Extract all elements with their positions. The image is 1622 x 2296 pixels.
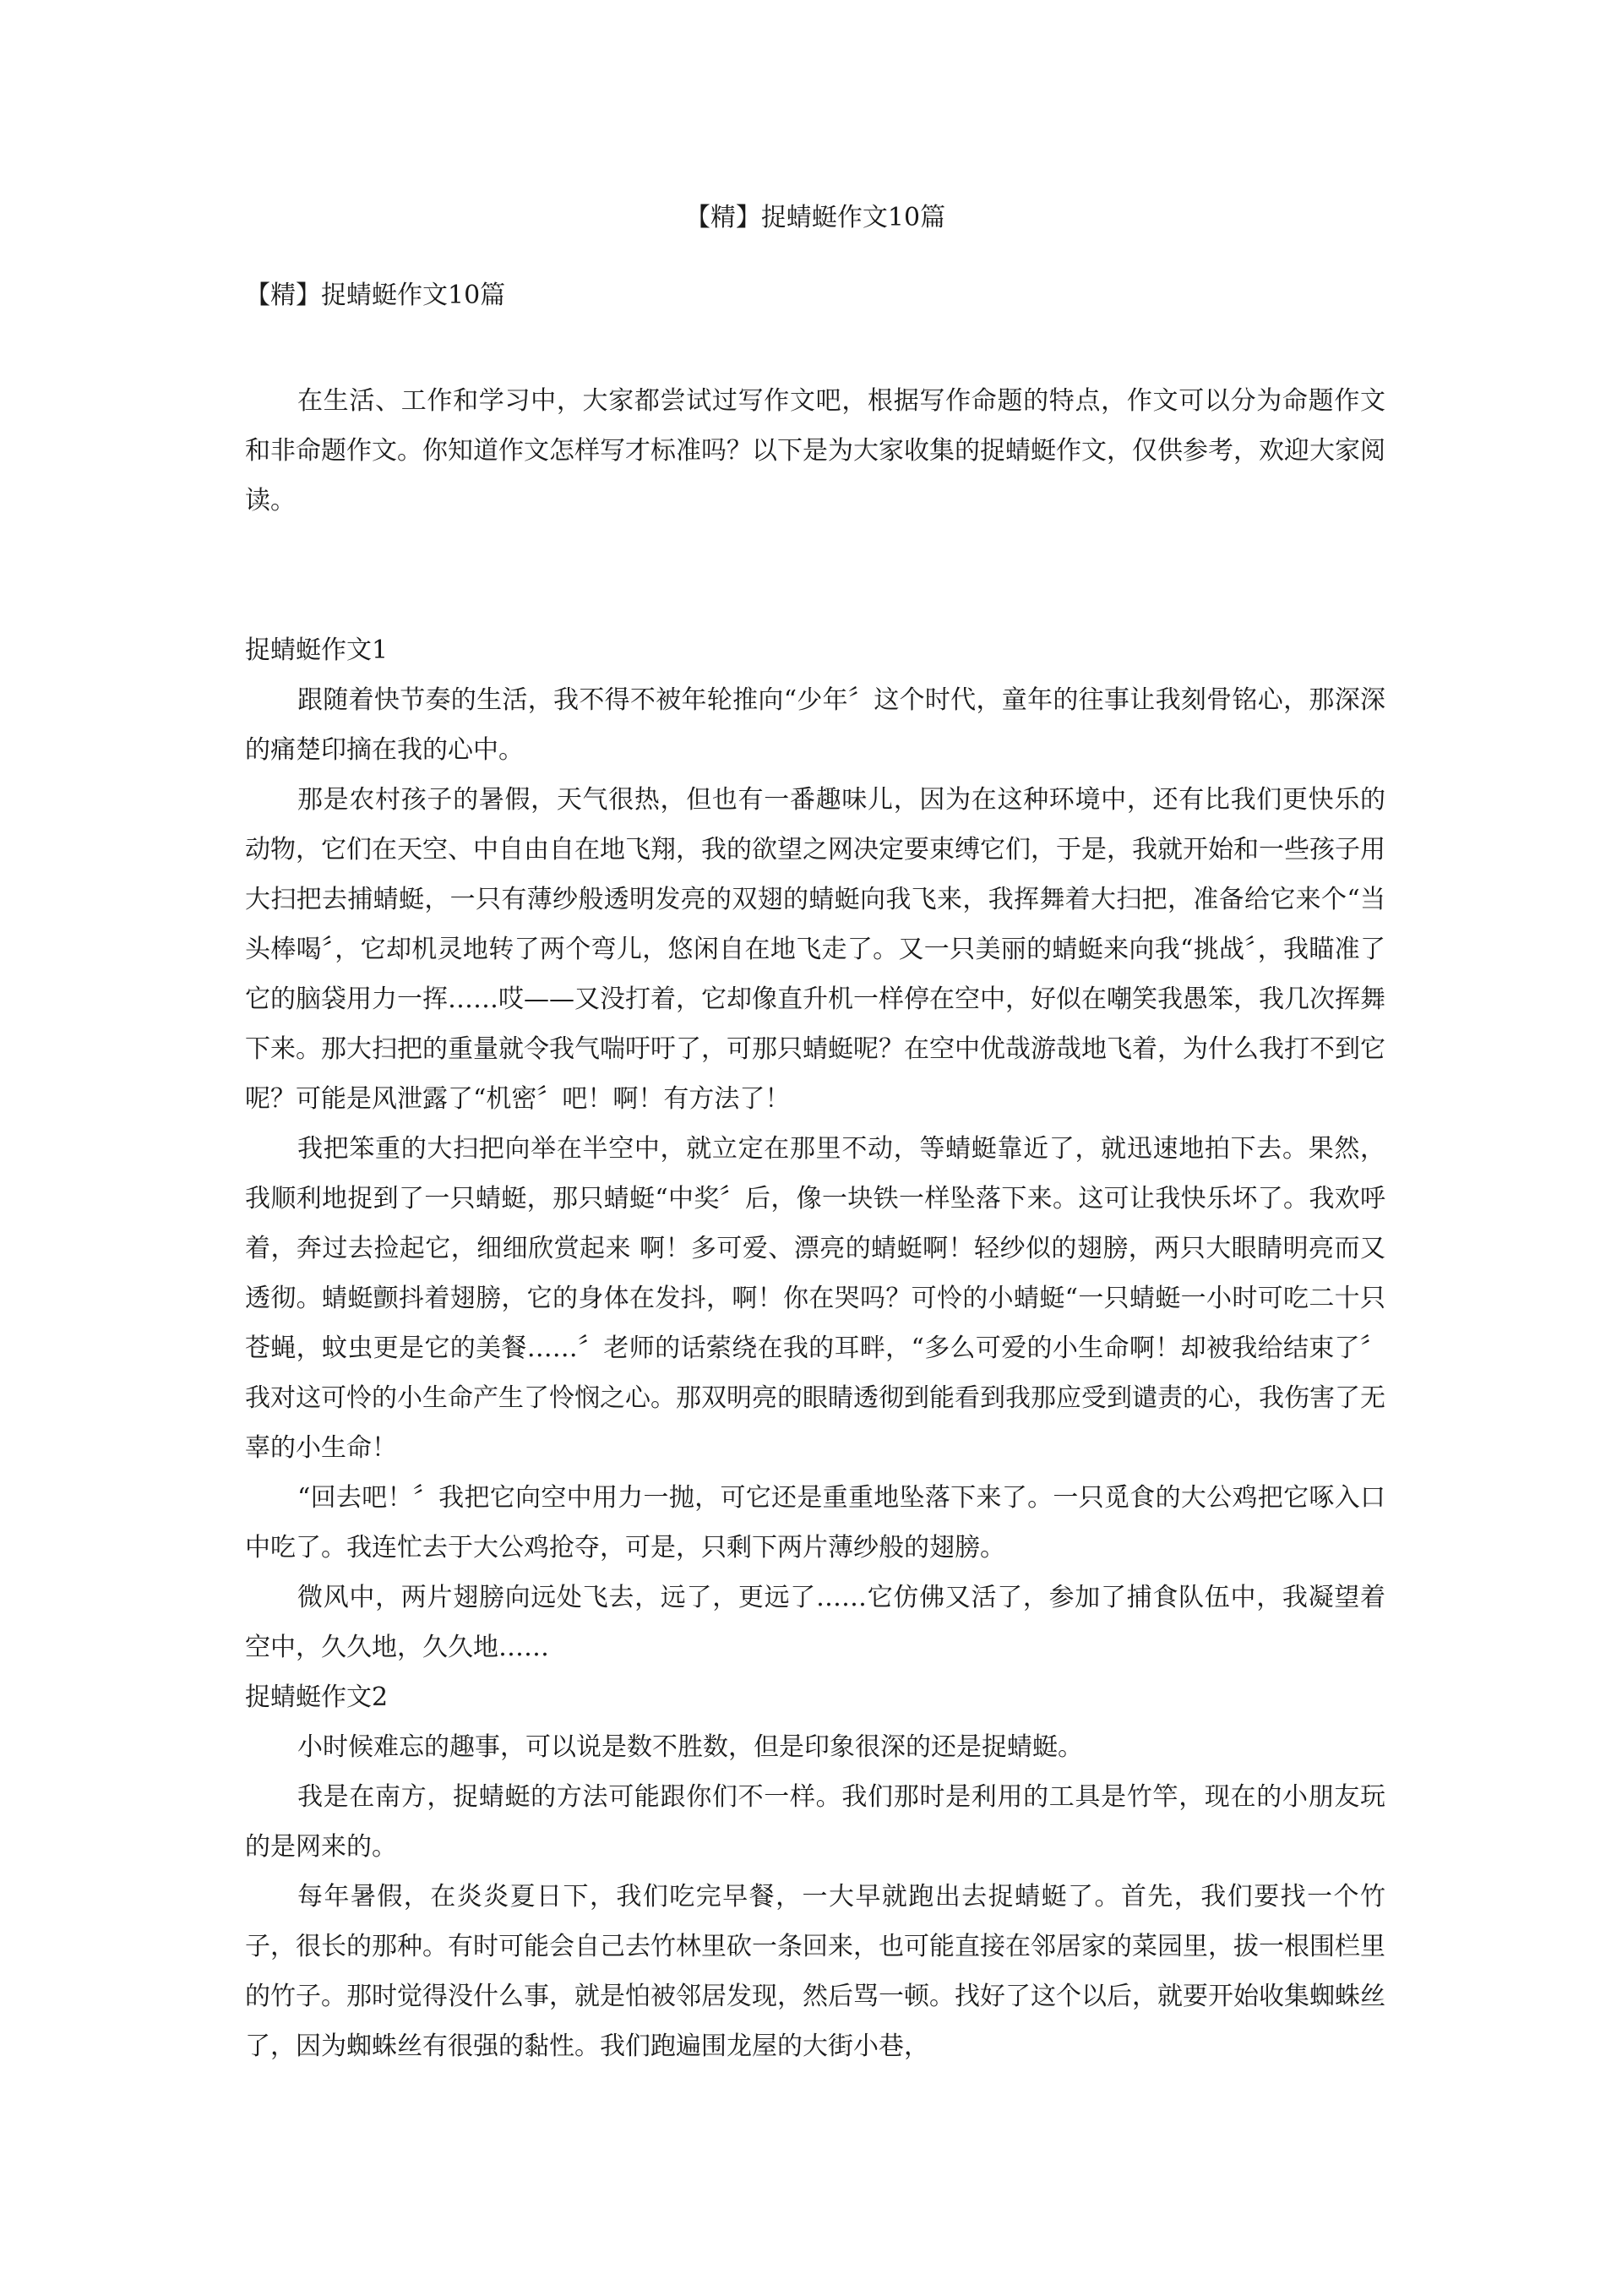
essay-paragraph: 我把笨重的大扫把向举在半空中，就立定在那里不动，等蜻蜓靠近了，就迅速地拍下去。果然，我顺利地捉到了一只蜻蜓，那只蜻蜓“中奖〞后，像一块铁一样坠落下来。这可让我快乐坏了。我欢呼着，奔过去捡起它，细细欣赏起来 啊！多可爱、漂亮的蜻蜓啊！轻纱似的翅膀，两只大眼睛明亮而又透彻。蜻蜓颤抖着翅膀，它的身体在发抖，啊！你在哭吗？可怜的小蜻蜓“一只蜻蜓一小时可吃二十只苍蝇，蚊虫更是它的美餐……〞老师的话萦绕在我的耳畔，“多么可爱的小生命啊！却被我给结束了〞我对这可怜的小生命产生了怜悯之心。那双明亮的眼睛透彻到能看到我那应受到谴责的心，我伤害了无辜的小生命！ — [245, 1134, 1385, 1463]
essay-2 — [245, 1672, 1385, 2071]
essay-paragraph: 每年暑假，在炎炎夏日下，我们吃完早餐，一大早就跑出去捉蜻蜓了。首先，我们要找一个竹子，很长的那种。有时可能会自己去竹林里砍一条回来，也可能直接在邻居家的菜园里，拔一根围栏里的竹子。那时觉得没什么事，就是怕被邻居发现，然后骂一顿。找好了这个以后，就要开始收集蜘蛛丝了，因为蜘蛛丝有很强的黏性。我们跑遍围龙屋的大街小巷， — [245, 1882, 1385, 2061]
essay-heading: 捉蜻蜓作文1 — [245, 635, 389, 665]
essay-1 — [245, 625, 1385, 1672]
document-title: 【精】捉蜻蜓作文10篇 — [684, 203, 946, 232]
essay-paragraph: 小时候难忘的趣事，可以说是数不胜数，但是印象很深的还是捉蜻蜓。 — [297, 1732, 1083, 1762]
essay-paragraph: “回去吧！〞我把它向空中用力一抛，可它还是重重地坠落下来了。一只觅食的大公鸡把它啄入口中吃了。我连忙去于大公鸡抢夺，可是，只剩下两片薄纱般的翅膀。 — [245, 1483, 1385, 1562]
intro-section — [245, 376, 1385, 526]
essay-paragraph: 那是农村孩子的暑假，天气很热，但也有一番趣味儿，因为在这种环境中，还有比我们更快乐的动物，它们在天空、中自由自在地飞翔，我的欲望之网决定要束缚它们，于是，我就开始和一些孩子用大扫把去捕蜻蜓，一只有薄纱般透明发亮的双翅的蜻蜓向我飞来，我挥舞着大扫把，准备给它来个“当头棒喝〞，它却机灵地转了两个弯儿，悠闲自在地飞走了。又一只美丽的蜻蜓来向我“挑战〞，我瞄准了它的脑袋用力一挥……哎——又没打着，它却像直升机一样停在空中，好似在嘲笑我愚笨，我几次挥舞下来。那大扫把的重量就令我气喘吁吁了，可那只蜻蜓呢？在空中优哉游哉地飞着，为什么我打不到它呢？可能是风泄露了“机密〞吧！啊！有方法了！ — [245, 785, 1385, 1114]
document-subtitle: 【精】捉蜻蜓作文10篇 — [245, 281, 506, 310]
essay-paragraph: 我是在南方，捉蜻蜓的方法可能跟你们不一样。我们那时是利用的工具是竹竿，现在的小朋友玩的是网来的。 — [245, 1782, 1385, 1862]
essay-paragraph: 跟随着快节奏的生活，我不得不被年轮推向“少年〞这个时代，童年的往事让我刻骨铭心，那深深的痛楚印摘在我的心中。 — [245, 685, 1385, 765]
essay-body — [245, 625, 1385, 2071]
intro-paragraph: 在生活、工作和学习中，大家都尝试过写作文吧，根据写作命题的特点，作文可以分为命题作文和非命题作文。你知道作文怎样写才标准吗？以下是为大家收集的捉蜻蜓作文，仅供参考，欢迎大家阅读。 — [245, 386, 1385, 515]
essay-paragraph: 微风中，两片翅膀向远处飞去，远了，更远了……它仿佛又活了，参加了捕食队伍中，我凝望着空中，久久地，久久地…… — [245, 1583, 1385, 1662]
essay-heading: 捉蜻蜓作文2 — [245, 1682, 389, 1712]
